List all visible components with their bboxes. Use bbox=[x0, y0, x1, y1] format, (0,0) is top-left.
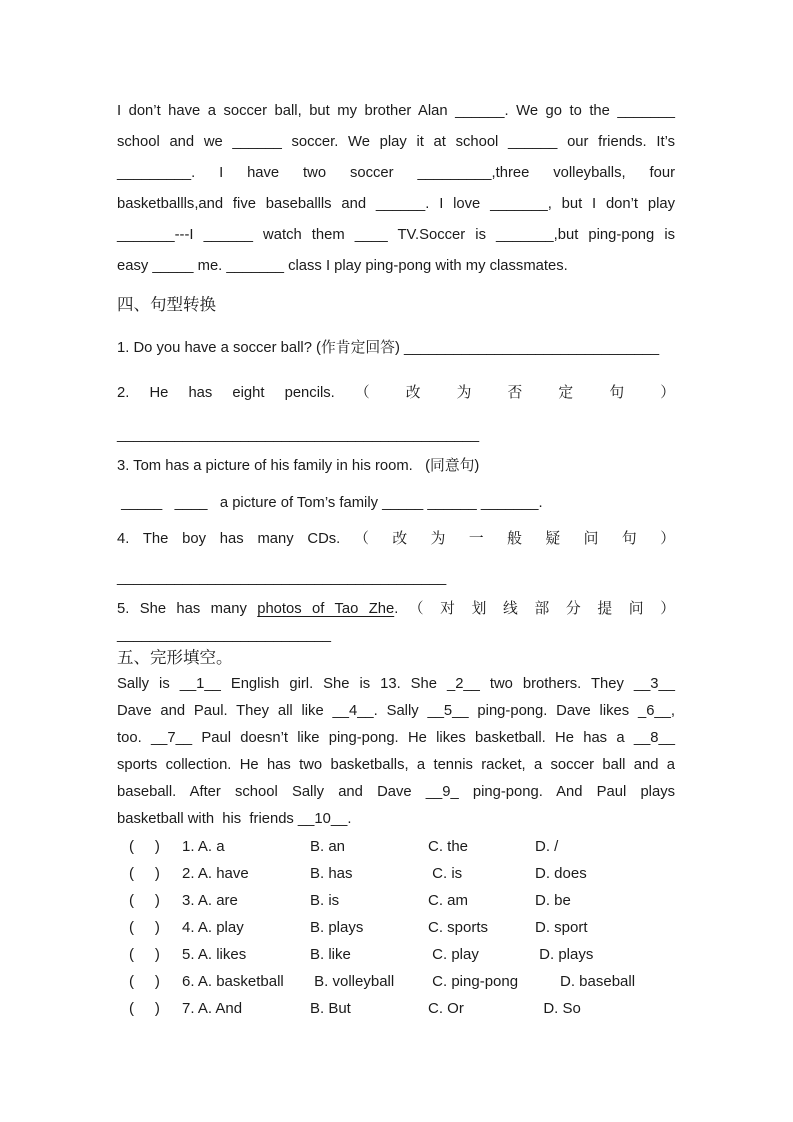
choice-list bbox=[117, 833, 675, 1022]
question-5-text: 5. She has many bbox=[117, 601, 258, 617]
option-b: B. like bbox=[310, 946, 351, 963]
option-d: D. does bbox=[535, 865, 587, 882]
question-2-answer-line: ____________________________________________ bbox=[117, 427, 480, 443]
question-1: 1. Do you have a soccer ball? (作肯定回答) _______________________________ bbox=[117, 340, 660, 356]
passage-line: _______---I ______ watch them ____ TV.Soccer is _______,but ping-pong is bbox=[117, 227, 675, 243]
option-c: C. the bbox=[428, 838, 469, 855]
option-a: 4. A. play bbox=[182, 919, 244, 936]
option-d: D. So bbox=[535, 1000, 581, 1017]
option-b: B. plays bbox=[310, 919, 364, 936]
cloze-line: Dave and Paul. They all like __4__. Sally __5__ ping-pong. Dave likes _6__, bbox=[117, 703, 675, 719]
cloze-passage bbox=[117, 671, 675, 833]
choice-row-3 bbox=[129, 887, 675, 914]
answer-bracket: ( ) bbox=[129, 865, 160, 882]
cloze-line: sports collection. He has two basketballs, a tennis racket, a soccer ball and a bbox=[117, 757, 675, 773]
underlined-phrase: photos of Tao Zhe bbox=[257, 601, 395, 617]
question-5-instruction: . （ 对 划 线 部 分 提 问 ） bbox=[394, 601, 675, 617]
cloze-line: Sally is __1__ English girl. She is 13. She _2__ two brothers. They __3__ bbox=[117, 676, 675, 692]
answer-bracket: ( ) bbox=[129, 973, 160, 990]
choice-row-7 bbox=[129, 995, 675, 1022]
cloze-line: baseball. After school Sally and Dave __9_ ping-pong. And Paul plays bbox=[117, 784, 675, 800]
option-d: D. sport bbox=[535, 919, 588, 936]
answer-bracket: ( ) bbox=[129, 892, 160, 909]
choice-row-1 bbox=[129, 833, 675, 860]
worksheet-page bbox=[117, 96, 675, 1022]
option-b: B. an bbox=[310, 838, 346, 855]
option-b: B. has bbox=[310, 865, 353, 882]
option-c: C. am bbox=[428, 892, 469, 909]
choice-row-2 bbox=[129, 860, 675, 887]
option-b: B. is bbox=[310, 892, 340, 909]
option-d: D. plays bbox=[535, 946, 594, 963]
option-a: 7. A. And bbox=[182, 1000, 243, 1017]
passage-line: _________. I have two soccer _________,three volleyballs, four bbox=[117, 165, 675, 181]
answer-bracket: ( ) bbox=[129, 946, 160, 963]
question-3-fill-line: _____ ____ a picture of Tom’s family _____ ______ _______. bbox=[117, 495, 543, 511]
passage-line: I don’t have a soccer ball, but my brother Alan ______. We go to the _______ bbox=[117, 103, 675, 119]
option-c: C. play bbox=[428, 946, 479, 963]
option-a: 3. A. are bbox=[182, 892, 238, 909]
option-a: 5. A. likes bbox=[182, 946, 247, 963]
option-a: 1. A. a bbox=[182, 838, 225, 855]
question-3: 3. Tom has a picture of his family in his room. (同意句) bbox=[117, 458, 480, 474]
passage-line: basketballls,and five baseballls and ______. I love _______, but I don’t play bbox=[117, 196, 675, 212]
answer-bracket: ( ) bbox=[129, 919, 160, 936]
option-d: D. / bbox=[535, 838, 559, 855]
answer-bracket: ( ) bbox=[129, 1000, 160, 1017]
choice-row-4 bbox=[129, 914, 675, 941]
option-b: B. volleyball bbox=[310, 973, 395, 990]
passage-line: easy _____ me. _______ class I play ping-pong with my classmates. bbox=[117, 258, 568, 274]
answer-bracket: ( ) bbox=[129, 838, 160, 855]
question-2: 2. He has eight pencils. （ 改 为 否 定 句 ） bbox=[117, 385, 675, 401]
section4-heading: 四、句型转换 bbox=[117, 296, 216, 314]
option-a: 2. A. have bbox=[182, 865, 249, 882]
cloze-line: basketball with his friends __10__. bbox=[117, 811, 352, 827]
section5-heading: 五、完形填空。 bbox=[117, 649, 233, 667]
option-a: 6. A. basketball bbox=[182, 973, 284, 990]
option-c: C. sports bbox=[428, 919, 489, 936]
fill-blank-passage bbox=[117, 96, 675, 282]
option-b: B. But bbox=[310, 1000, 351, 1017]
question-5-answer-line: __________________________ bbox=[117, 627, 331, 643]
choice-row-6 bbox=[129, 968, 675, 995]
option-c: C. is bbox=[428, 865, 463, 882]
option-d: D. baseball bbox=[535, 973, 636, 990]
option-c: C. ping-pong bbox=[428, 973, 519, 990]
question-4-answer-line: ________________________________________ bbox=[117, 570, 447, 586]
option-c: C. Or bbox=[428, 1000, 464, 1017]
question-4: 4. The boy has many CDs. （ 改 为 一 般 疑 问 句 ） bbox=[117, 531, 675, 547]
cloze-line: too. __7__ Paul doesn’t like ping-pong. He likes basketball. He has a __8__ bbox=[117, 730, 675, 746]
question-5 bbox=[117, 594, 675, 625]
option-d: D. be bbox=[535, 892, 571, 909]
choice-row-5 bbox=[129, 941, 675, 968]
passage-line: school and we ______ soccer. We play it at school ______ our friends. It’s bbox=[117, 134, 675, 150]
